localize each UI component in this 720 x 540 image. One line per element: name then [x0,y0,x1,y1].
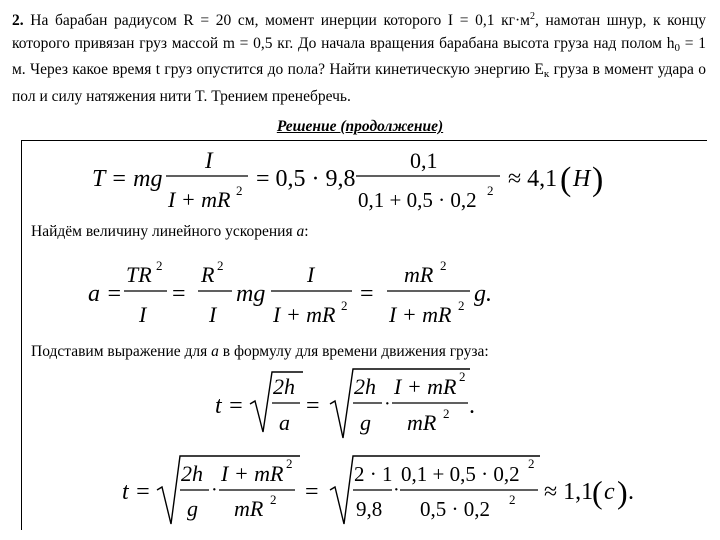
formula-T-approx: ≈ 4,1 [508,166,558,192]
formula-t2-f1-den: g [187,496,198,521]
formula-t2-f2-den: mR [234,496,264,521]
formula-a-f4-den: I + mR [389,302,452,327]
formula-t2-paren-close: ) [617,474,628,510]
formula-t2-f4-den-sup: 2 [509,492,516,507]
formula-a-mg: mg [236,281,266,307]
formula-a-f3-num: I [307,262,315,287]
formula-t2-paren-open: ( [592,474,603,510]
problem-text-2: , намотан шнур, к концу которого привязан груз массой m = 0,5 кг. До начала вращения барабана высота груза над полом h [12,12,707,52]
formula-a-f2-num: R [201,262,215,287]
formula-a-eq1: = [172,281,186,307]
formula-t2-f2-den-sup: 2 [270,492,277,507]
formula-t2-f2-num-sup: 2 [286,456,293,471]
formula-t1-f3-num-sup: 2 [459,369,466,384]
problem-text-4: груза в момент удара о пол и силу натяжения нити T. Трением пренебречь. [12,61,706,105]
formula-t1-dot: · [384,393,391,415]
formula-t2-unit: c [604,479,615,505]
formula-T-eq: = 0,5 · 9,8 [256,166,356,192]
formula-t1-f2-den: g [360,410,371,435]
problem-sub-2: к [543,68,550,80]
formula-T-frac2-den-sup: 2 [487,183,494,198]
formula-T-frac2-num: 0,1 [410,148,438,173]
formula-t1-f1-den: a [279,410,290,435]
step2-suffix: в формулу для времени движения груза: [218,343,489,360]
formula-t2-dot2: · [393,479,400,501]
formula-T-unit: H [573,166,591,192]
formula-t1-f3-den: mR [407,410,437,435]
formula-t1-f3-num: I + mR [394,374,457,399]
formula-t1-f1-num: 2h [273,374,295,399]
formula-a-f3-den-sup: 2 [341,298,348,313]
problem-sub-1: 0 [674,41,680,54]
formula-T-frac1-den: I + mR [168,187,231,212]
problem-sup-1: 2 [529,11,535,22]
formula-t2-f1-num: 2h [181,461,203,486]
formula-t2-dot1: · [211,479,218,501]
step2-prefix: Подставим выражение для [31,343,212,360]
formula-T-frac1-num: I [205,148,213,173]
formula-t2-end: . [628,479,634,505]
formula-t1-end: . [469,393,475,419]
step1-suffix: : [304,223,309,240]
formula-t2-eq: = [305,479,319,505]
formula-t1-eq: = [306,393,320,419]
step1-prefix: Найдём величину линейного ускорения [31,223,297,240]
formula-a-f3-den: I + mR [273,302,336,327]
formula-t1-f2-num: 2h [354,374,376,399]
formula-t2-f4-den: 0,5 · 0,2 [420,497,490,521]
formula-T-paren-close: ) [592,161,604,198]
formula-a-eq2: = [360,281,374,307]
formula-t2-f4-num-sup: 2 [528,456,535,471]
solution-title: Решение (продолжение) [276,118,444,135]
formula-t2-f3-num: 2 · 1 [354,462,393,486]
formula-a-f1-num: TR [126,262,152,287]
step1-var: a [296,223,305,240]
formula-t2-approx: ≈ 1,1 [544,479,594,505]
formula-a-f1-den: I [139,302,147,327]
formula-T-frac1-den-sup: 2 [236,183,243,198]
formula-t2-f2-num: I + mR [221,461,284,486]
formula-T-paren-open: ( [560,161,572,198]
formula-t2-f3-den: 9,8 [356,497,383,521]
formula-a-g: g. [474,281,492,307]
formula-T-frac2-den: 0,1 + 0,5 · 0,2 [358,188,477,212]
step2-var: a [211,343,219,360]
formula-a-lhs: a = [88,281,123,307]
formula-t2-f4-num: 0,1 + 0,5 · 0,2 [401,462,520,486]
formula-t1-f3-den-sup: 2 [443,406,450,421]
formula-a-f2-den: I [209,302,217,327]
problem-text-3: = 1 м. Через какое время t груз опустится до пола? Найти кинетическую энергию E [12,34,706,78]
formula-a-f4-num: mR [404,262,434,287]
formula-a-f4-den-sup: 2 [458,298,465,313]
problem-number: 2. [12,12,24,29]
problem-text-1: На барабан радиусом R = 20 см, момент инерции которого I = 0,1 кг·м [30,12,530,29]
formula-a-f1-num-sup: 2 [156,258,163,273]
formula-T-lhs: T = mg [92,166,163,192]
formula-a-f2-num-sup: 2 [217,258,224,273]
formula-t1-lhs: t = [215,393,244,419]
formula-t2-lhs: t = [122,479,151,505]
formula-a-f4-num-sup: 2 [440,258,447,273]
